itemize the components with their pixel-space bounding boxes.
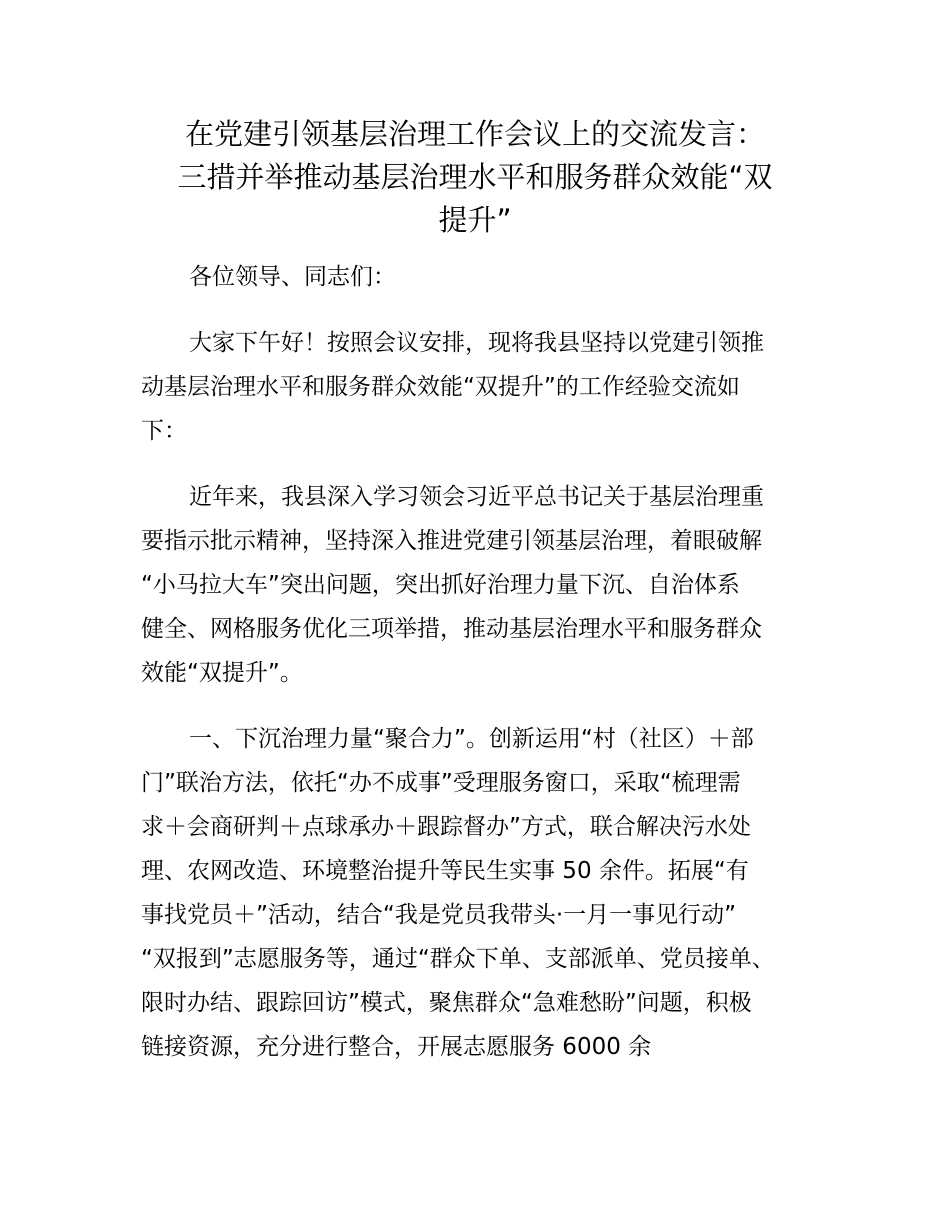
title-line: 在党建引领基层治理工作会议上的交流发言：: [184, 117, 765, 151]
paragraph-line: 门”联治方法，依托“办不成事”受理服务窗口，采取“梳理需: [141, 770, 741, 796]
paragraph-line: 事找党员＋”活动，结合“我是党员我带头·一月一事见行动”: [141, 902, 737, 928]
paragraph-section-one: [141, 717, 841, 1069]
document-body: [141, 255, 841, 1069]
paragraph-line: 各位领导、同志们：: [189, 264, 396, 290]
paragraph-line: “小马拉大车”突出问题，突出抓好治理力量下沉、自治体系: [141, 572, 740, 598]
title-line: 提升”: [438, 203, 512, 237]
paragraph-line: 效能“双提升”。: [141, 660, 303, 686]
paragraph-line: 限时办结、跟踪回访”模式，聚焦群众“急难愁盼”问题，积极: [141, 990, 752, 1016]
paragraph-salutation: [141, 255, 841, 299]
paragraph-line: 链接资源，充分进行整合，开展志愿服务 6000 余: [141, 1034, 652, 1060]
paragraph-line: 下：: [141, 418, 187, 444]
paragraph-line: 一、下沉治理力量“聚合力”。创新运用“村（社区）＋部: [189, 726, 754, 752]
paragraph-line: 近年来，我县深入学习领会习近平总书记关于基层治理重: [189, 484, 764, 510]
document-title: [120, 113, 830, 242]
paragraph-line: 大家下午好！按照会议安排，现将我县坚持以党建引领推: [189, 330, 764, 356]
paragraph-opening: [141, 321, 841, 453]
paragraph-line: “双报到”志愿服务等，通过“群众下单、支部派单、党员接单、: [141, 946, 775, 972]
paragraph-line: 要指示批示精神，坚持深入推进党建引领基层治理，着眼破解: [141, 528, 762, 554]
paragraph-line: 求＋会商研判＋点球承办＋跟踪督办”方式，联合解决污水处: [141, 814, 751, 840]
paragraph-overview: [141, 475, 841, 695]
title-line: 三措并举推动基层治理水平和服务群众效能“双: [177, 160, 773, 194]
paragraph-line: 理、农网改造、环境整治提升等民生实事 50 余件。拓展“有: [141, 858, 749, 884]
paragraph-line: 动基层治理水平和服务群众效能“双提升”的工作经验交流如: [141, 374, 740, 400]
paragraph-line: 健全、网格服务优化三项举措，推动基层治理水平和服务群众: [141, 616, 762, 642]
